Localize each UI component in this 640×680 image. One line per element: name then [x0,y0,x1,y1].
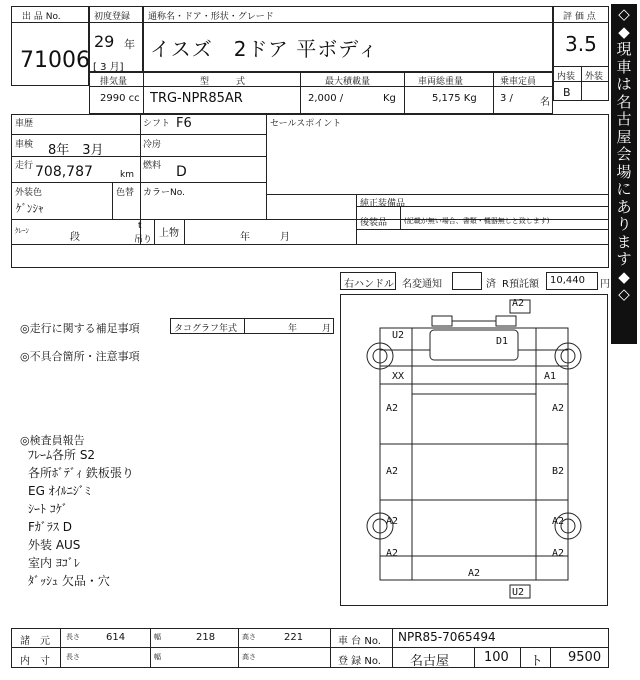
fuel-value: D [176,164,187,180]
height-label: 高さ [242,633,256,641]
interior-grade: B [563,86,571,99]
inspector-label: ◎検査員報告 [20,434,85,447]
reg-area: 名古屋 [410,654,450,669]
color-value: ｹﾞﾝｼｬ [16,202,44,215]
max-load-value: 2,000 / [308,93,344,104]
banner-char: に [616,180,632,198]
reg-class: 100 [484,650,509,665]
tachograph-label: タコグラフ年式 [174,324,238,334]
recycle-amount: 10,440 [550,275,585,286]
lot-label: 出 品 No. [22,12,61,22]
inspector-item: ｼｰﾄ ｺｹﾞ [28,502,68,516]
mark-left-a2-1: A2 [386,403,399,414]
mark-left-a2-2: A2 [386,466,399,477]
first-reg-month: [ 3 月] [93,62,124,73]
mark-xx: XX [392,371,405,382]
inspection-value: 8年 3月 [48,143,104,158]
score-label: 評 価 点 [563,12,596,22]
max-load-unit: Kg [383,93,396,104]
mark-left-a2-4: A2 [386,548,399,559]
exterior-label: 外装 [585,72,604,82]
inspector-item: ﾀﾞｯｼｭ 欠品・穴 [28,574,110,588]
width-value: 218 [196,632,216,643]
recycle-label: R預託額 [502,279,539,290]
aftermarket-note: (記載が無い場合、書類・機器無しと致します) [404,217,550,225]
inspector-list [28,446,328,590]
color-label: 外装色 [15,188,43,198]
mark-right-a2-1: A2 [552,403,565,414]
banner-char: 車 [616,57,632,76]
upper-month: 月 [280,232,290,243]
inspector-item: 各所ﾎﾞﾃﾞｨ 鉄板張り [28,466,134,480]
banner-char: 場 [616,162,632,181]
chassis-label: 車 台 No. [338,636,381,647]
dims-label: 諸 元 [20,636,50,647]
length-value: 614 [106,632,126,643]
sales-point-label: セールスポイント [270,119,342,129]
rhd-label: 右ハンドル [344,279,394,290]
mark-a1: A1 [544,371,557,382]
ac-label: 冷房 [143,140,162,150]
height-value: 221 [284,632,304,643]
banner-char: ◆ [618,267,630,286]
first-reg-year-unit: 年 [124,38,135,51]
inner-width-label: 幅 [154,653,161,661]
score-value: 3.5 [565,32,597,56]
displacement-label: 排気量 [100,77,128,87]
gross-weight-label: 車両総重量 [418,77,464,87]
shift-label: シフト [143,119,171,129]
reg-label: 登 録 No. [338,656,381,667]
gross-weight-value: 5,175 Kg [432,93,477,104]
upper-year: 年 [240,232,250,243]
model-code-value: TRG-NPR85AR [150,91,243,106]
tacho-year: 年 [288,324,298,334]
banner-char: あ [616,197,632,216]
banner-char: り [616,215,632,233]
banner-char: 会 [616,145,632,163]
banner-char: ま [616,232,632,251]
inspector-item: Fｶﾞﾗｽ D [28,520,72,534]
reg-number: 9500 [568,650,602,665]
crane-stage: 段 [70,232,80,243]
mark-rear-u2: U2 [512,587,525,598]
reg-kana: ト [530,654,544,669]
interior-label: 内装 [557,72,576,82]
name-change-box [452,272,482,290]
recycle-unit: 円 [600,279,610,290]
mileage-label: 走行 [15,161,34,171]
lot-number: 71006 [20,48,90,73]
inspector-item: 外装 AUS [28,538,81,552]
banner-char: ◆ [618,22,630,41]
driving-notes-label: ◎走行に関する補足事項 [20,322,140,335]
banner-char: 屋 [616,127,632,146]
banner-char: 現 [616,40,632,58]
genuine-label: 純正装備品 [360,199,406,209]
name-change-label: 名変通知 [402,279,442,290]
max-load-label: 最大積載量 [325,77,371,87]
color-change-label: 色替 [116,188,135,198]
fuel-label: 燃料 [143,161,162,171]
mark-front: A2 [512,298,525,309]
inspector-item: ﾌﾚｰﾑ各所 S2 [28,448,96,462]
recycle-prefix: 済 [486,279,496,290]
model-name: イスズ 2ドア 平ボディ [150,37,379,61]
model-code-label: 型 式 [200,77,246,87]
aftermarket-label: 後装品 [360,218,388,228]
mileage-unit: km [120,170,134,180]
crane-ton: t [138,221,142,231]
crane-label: ｸﾚｰﾝ [15,227,29,235]
inspector-item: 室内 ﾖｺﾞﾚ [28,556,80,570]
truck-diagram [340,294,608,606]
mark-rear-a2: A2 [468,568,481,579]
history-label: 車歴 [15,119,34,129]
banner-char: 古 [616,110,632,128]
first-reg-label: 初度登録 [94,12,131,22]
location-banner [611,4,637,344]
chassis-value: NPR85-7065494 [398,630,496,644]
upper-label: 上物 [159,228,179,239]
banner-char: 名 [616,92,632,111]
width-label: 幅 [154,633,161,641]
length-label: 長さ [66,633,80,641]
mark-right-b2: B2 [552,466,565,477]
banner-char: ◇ [618,285,630,303]
inner-length-label: 長さ [66,653,80,661]
banner-char: は [616,75,632,93]
tacho-month: 月 [322,324,332,334]
first-reg-year: 29 [94,32,115,51]
inner-height-label: 高さ [242,653,256,661]
banner-char: す [616,250,632,268]
capacity-unit: 名 [540,97,550,108]
crane-hook: 吊り [134,235,153,245]
mark-right-a2-4: A2 [552,548,565,559]
displacement-value: 2990 cc [100,93,140,104]
capacity-value: 3 / [500,93,513,104]
mark-u2-top: U2 [392,330,405,341]
mark-d1: D1 [496,336,509,347]
defects-label: ◎不具合箇所・注意事項 [20,350,140,363]
shift-value: F6 [176,116,192,131]
mark-left-a2-3: A2 [386,516,399,527]
inspector-item: EG ｵｲﾙﾆｼﾞﾐ [28,484,91,498]
mileage-value: 708,787 [35,164,93,180]
capacity-label: 乗車定員 [500,77,537,87]
mark-right-a2-3: A2 [552,516,565,527]
inner-dims-label: 内 寸 [20,656,50,667]
model-label: 通称名・ドア・形状・グレード [148,12,274,22]
inspection-label: 車検 [15,140,34,150]
banner-char: ◇ [618,5,630,23]
color-no-label: カラーNo. [143,188,185,198]
